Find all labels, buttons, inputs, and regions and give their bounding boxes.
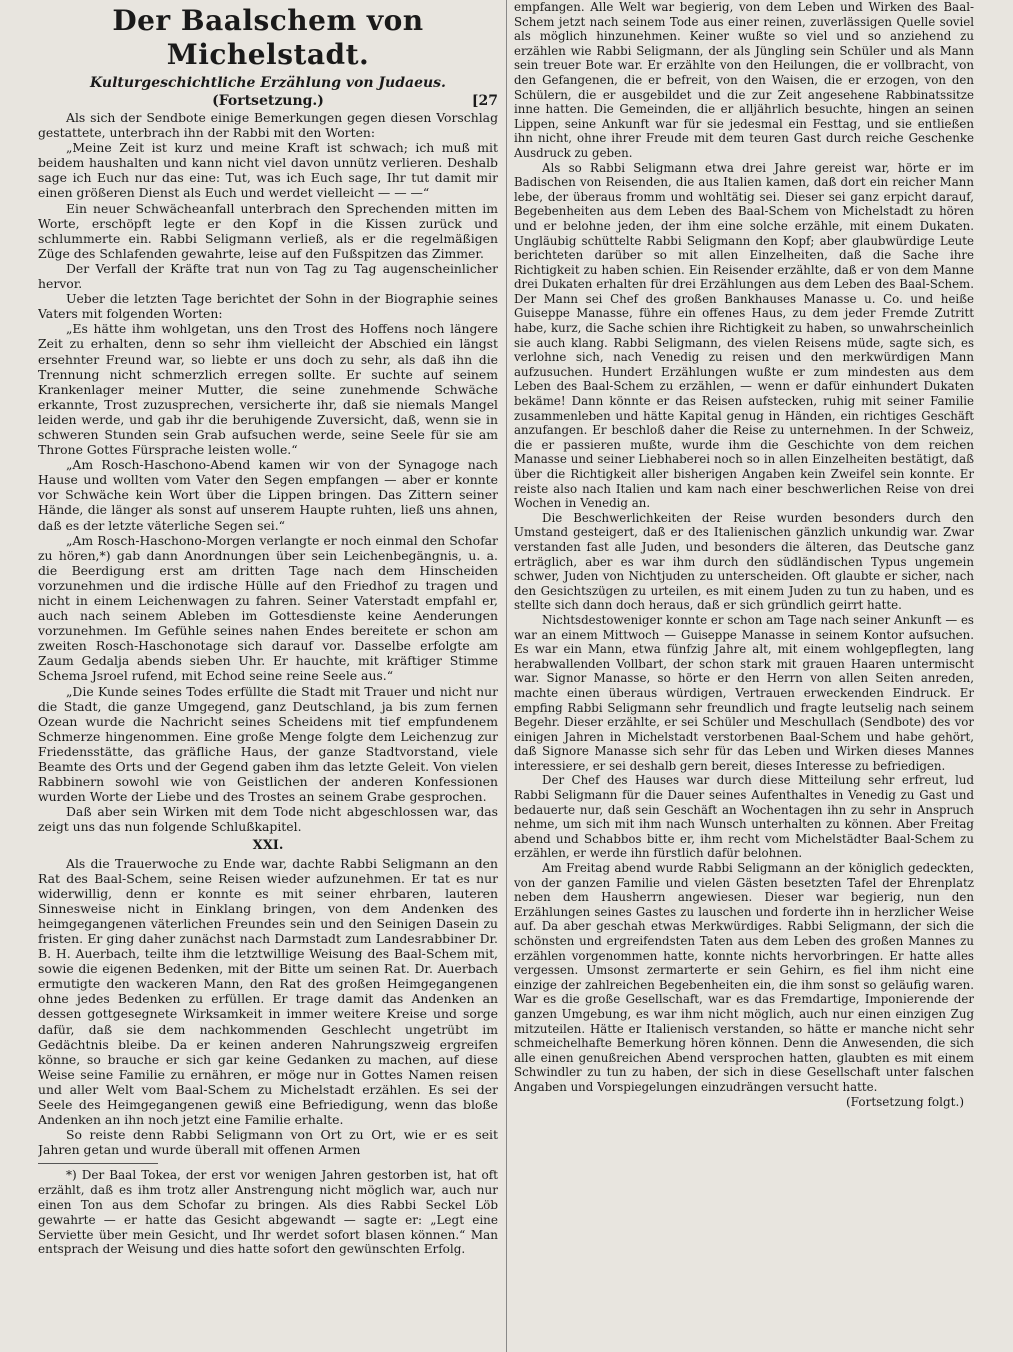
paragraph: „Die Kunde seines Todes erfüllte die Stadt mit Trauer und nicht nur die Stadt, die ganze Umgegend, ganz Deutschland, ja bis zum fernen Ozean wurde die Nachricht seines Scheidens mit tief empfundenem Schmerze hingenommen. Eine große Menge folgte dem Leichenzug zur Friedensstätte, das gräfliche Haus, der ganze Stadtvorstand, viele Beamte des Orts und der Gegend gaben ihm das letzte Geleit. Von vielen Rabbinern sowohl wie von Geistlichen der anderen Konfessionen wurden Worte der Liebe und des Trostes an seinem Grabe gesprochen. [38,683,498,805]
footnote: *) Der Baal Tokea, der erst vor wenigen Jahren gestorben ist, hat oft erzählt, daß es ihm trotz aller Anstrengung nicht möglich war, auch nur einen Ton aus dem Schofar zu bringen. Als dies Rabbi Seckel Löb gewahrte — er hatte das Gesicht abgewandt — sagte er: „Legt eine Serviette über mein Gesicht, und Ihr werdet sofort blasen können.“ Man entsprach der Weisung und dies hatte sofort den gewünschten Erfolg. [38,1168,498,1257]
to-be-continued: (Fortsetzung folgt.) [846,1094,964,1109]
article-subtitle: Kulturgeschichtliche Erzählung von Judaeus. [90,75,446,91]
paragraph: So reiste denn Rabbi Seligmann von Ort zu Ort, wie er es seit Jahren getan und wurde überall mit offenen Armen [38,1127,498,1158]
paragraph: „Meine Zeit ist kurz und meine Kraft ist schwach; ich muß mit beidem haushalten und kann nicht viel davon unnütz verlieren. Deshalb sage ich Euch nur das eine: Tut, was ich Euch sage, Ihr tut damit mir einen größeren Dienst als Euch und werdet vielleicht — — —“ [38,140,498,201]
footnote-divider [38,1163,158,1164]
continuation-line [38,92,498,110]
paragraph: Daß aber sein Wirken mit dem Tode nicht abgeschlossen war, das zeigt uns das nun folgende Schlußkapitel. [38,804,498,835]
column-divider [506,0,507,1352]
paragraph: „Am Rosch-Haschono-Morgen verlangte er noch einmal den Schofar zu hören,*) gab dann Anordnungen über sein Leichenbegängnis, u. a. die Beerdigung erst am dritten Tage nach dem Hinscheiden vorzunehmen und die irdische Hülle auf den Friedhof zu tragen und nicht in einem Leichenwagen zu fahren. Seiner Vaterstadt empfahl er, auch nach seinem Ableben im Gottesdienste keine Aenderungen vorzunehmen. Im Gefühle seines nahen Endes bereitete er schon am zweiten Rosch-Haschonotage sich darauf vor. Dasselbe erfolgte am Zaum Gedalja abends sieben Uhr. Er hauchte, mit kräftiger Stimme Schema Jsroel rufend, mit Echod seine reine Seele aus.“ [38,532,498,684]
paragraph: Am Freitag abend wurde Rabbi Seligmann an der königlich gedeckten, von der ganzen Familie und vielen Gästen besetzten Tafel der Ehrenplatz neben dem Hausherrn angewiesen. Dieser war begierig, nun den Erzählungen seines Gastes zu lauschen und forderte ihn in herzlicher Weise auf. Da aber geschah etwas Merkwürdiges. Rabbi Seligmann, der sich die schönsten und ergreifendsten Taten aus dem Leben des großen Mannes zu erzählen vorgenommen hatte, konnte nichts hervorbringen. Er hatte alles vergessen. Umsonst zermarterte er sein Gehirn, es fiel ihm nicht eine einzige der zahlreichen Begebenheiten ein, die ihm sonst so geläufig waren. War es die große Gesellschaft, war es das Fremdartige, Imponierende der ganzen Umgebung, es war ihm nicht möglich, auch nur einen einzigen Zug mitzuteilen. Hätte er Italienisch verstanden, so hätte er manche nicht sehr schmeichelhafte Bemerkung hören können. Denn die Anwesenden, die sich alle einen genußreichen Abend versprochen hatten, glaubten es mit einem Schwindler zu tun zu haben, der sich in diese Gesellschaft unter falschen Angaben und Vorspiegelungen einzudrängen versucht hatte. [514,861,974,1094]
paragraph: Der Verfall der Kräfte trat nun von Tag zu Tag augenscheinlicher hervor. [38,260,498,292]
left-column [38,0,498,1352]
chapter-heading: XXI. [252,837,284,853]
right-column [514,0,974,1352]
paragraph: Der Chef des Hauses war durch diese Mitteilung sehr erfreut, lud Rabbi Seligmann für die Dauer seines Aufenthaltes in Venedig zu Gast und bedauerte nur, daß sein Geschäft an Wochentagen ihn zu sehr in Anspruch nehme, um sich mit ihm nach Wunsch unterhalten zu können. Aber Freitag abend und Schabbos bitte er, ihm recht vom Michelstädter Baal-Schem zu erzählen, er werde ihn fürstlich dafür belohnen. [514,773,974,861]
page-number: [27 [471,93,498,109]
continuation-label: (Fortsetzung.) [212,93,324,109]
paragraph: „Am Rosch-Haschono-Abend kamen wir von der Synagoge nach Hause und wollten vom Vater den Segen empfangen — aber er konnte vor Schwäche kein Wort über die Lippen bringen. Das Zittern seiner Hände, die länger als sonst auf unserem Haupte ruhten, ließ uns ahnen, daß es der letzte väterliche Segen sei.“ [38,457,498,533]
paragraph: Ein neuer Schwächeanfall unterbrach den Sprechenden mitten im Worte, erschöpft legte er den Kopf in die Kissen zurück und schlummerte ein. Rabbi Seligmann verließ, als er die regelmäßigen Züge des Schlafenden gewahrte, leise auf den Fußspitzen das Zimmer. [38,200,498,261]
paragraph: Nichtsdestoweniger konnte er schon am Tage nach seiner Ankunft — es war an einem Mittwoch — Guiseppe Manasse in seinem Kontor aufsuchen. Es war ein Mann, etwa fünfzig Jahre alt, mit einem wohlgepflegten, lang herabwallenden Vollbart, der schon stark mit grauen Haaren untermischt war. Signor Manasse, so hörte er den Herrn von allen Seiten anreden, machte einen überaus würdigen, Vertrauen erweckenden Eindruck. Er empfing Rabbi Seligmann sehr freundlich und fragte leutselig nach seinem Begehr. Dieser erzählte, er sei Schüler und Meschullach (Sendbote) des vor einigen Jahren in Michelstadt verstorbenen Baal-Schem und habe gehört, daß Signore Manasse sich sehr für das Leben und Wirken dieses Mannes interessiere, er sei deshalb gern bereit, dieses Interesse zu befriedigen. [514,612,974,773]
paragraph: empfangen. Alle Welt war begierig, von dem Leben und Wirken des Baal-Schem jetzt nach seinem Tode aus einer reinen, zuverlässigen Quelle soviel als möglich hinzunehmen. Keiner wußte so viel und so anziehend zu erzählen wie Rabbi Seligmann, der als Jüngling sein Schüler und als Mann sein treuer Bote war. Er erzählte von den Heilungen, die er vollbracht, von den Gefangenen, die er befreit, von den Waisen, die er erzogen, von den Schülern, die er ausgebildet und die zur Zeit angesehene Rabbinatssitze inne hatten. Die Gemeinden, die er alljährlich besuchte, hingen an seinen Lippen, seine Ankunft war für sie jedesmal ein Festtag, und sie entließen ihn nicht, ohne ihrer Freude mit dem teuren Gast durch reiche Geschenke Ausdruck zu geben. [514,0,974,160]
paragraph: Die Beschwerlichkeiten der Reise wurden besonders durch den Umstand gesteigert, daß er des Italienischen gänzlich unkundig war. Zwar verstanden fast alle Juden, und besonders die älteren, das Deutsche ganz erträglich, aber es war ihm durch den südländischen Typus ungemein schwer, Juden von Nichtjuden zu unterscheiden. Oft glaubte er sicher, nach den Gesichtszügen zu urteilen, es mit einem Juden zu tun zu haben, und es stellte sich dann doch heraus, daß er sich gründlich geirrt hatte. [514,510,974,613]
paragraph: „Es hätte ihm wohlgetan, uns den Trost des Hoffens noch längere Zeit zu erhalten, denn so sehr ihm vielleicht der Abschied ein längst ersehnter Freund war, so liebte er uns doch zu sehr, als daß ihn die Trennung nicht schmerzlich erregen sollte. Er suchte auf seinem Krankenlager meiner Mutter, die seine zunehmende Schwäche erkannte, Trost zuzusprechen, versicherte ihr, daß sie niemals Mangel leiden werde, und gab ihr die beruhigende Zuversicht, daß, wenn sie in schweren Stunden sein Grab aufsuchen werde, seine Seele für sie am Throne Gottes Fürsprache leisten wolle.“ [38,321,498,458]
paragraph: Als sich der Sendbote einige Bemerkungen gegen diesen Vorschlag gestattete, unterbrach ihn der Rabbi mit den Worten: [38,110,498,141]
paragraph: Als die Trauerwoche zu Ende war, dachte Rabbi Seligmann an den Rat des Baal-Schem, seine Reisen wieder aufzunehmen. Er tat es nur widerwillig, denn er konnte es mit seiner ehrbaren, lauteren Sinnesweise nicht in Einklang bringen, von dem Andenken des heimgegangenen väterlichen Freundes sein und den Seinigen Dasein zu fristen. Er ging daher zunächst nach Darmstadt zum Landesrabbiner Dr. B. H. Auerbach, teilte ihm die letztwillige Weisung des Baal-Schem mit, sowie die eigenen Bedenken, mit der Bitte um seinen Rat. Dr. Auerbach ermutigte den wackeren Mann, den Rat des großen Heimgegangenen ohne jedes Bedenken zu erfüllen. Er trage damit das Andenken an dessen gottgesegnete Wirksamkeit in immer weitere Kreise und sorge dafür, daß sie dem nachkommenden Geschlecht ungetrübt im Gedächtnis bleibe. Da er keinen anderen Nahrungszweig ergreifen könne, so brauche er sich gar keine Gedanken zu machen, auf diese Weise seine Familie zu ernähren, er möge nur in Gottes Namen reisen und aller Welt vom Baal-Schem zu Michelstadt erzählen. Es sei der Seele des Heimgegangenen gewiß eine Befriedigung, wenn das bloße Andenken an ihn noch jetzt eine Familie erhalte. [38,855,498,1128]
article-title: Der Baalschem von Michelstadt. [112,4,424,71]
paragraph: Ueber die letzten Tage berichtet der Sohn in der Biographie seines Vaters mit folgenden Worten: [38,291,498,322]
paragraph: Als so Rabbi Seligmann etwa drei Jahre gereist war, hörte er im Badischen von Reisenden, die aus Italien kamen, daß dort ein reicher Mann lebe, der überaus fromm und wohltätig sei. Dieser sei ganz erpicht darauf, Begebenheiten aus dem Leben des Baal-Schem von Michelstadt zu hören und er belohne jeden, der ihm eine solche erzähle, mit einem Dukaten. Ungläubig schüttelte Rabbi Seligmann den Kopf; aber glaubwürdige Leute berichteten darüber so mit allen Einzelheiten, daß die Sache ihre Richtigkeit zu haben schien. Ein Reisender erzählte, daß er von dem Manne drei Dukaten erhalten für drei Erzählungen aus dem Leben des Baal-Schem. Der Mann sei Chef des großen Bankhauses Manasse u. Co. und heiße Guiseppe Manasse, führe ein offenes Haus, zu dem jeder Fremde Zutritt habe, kurz, die Sache schien ihre Richtigkeit zu haben, so unwahrscheinlich sie auch klang. Rabbi Seligmann, des vielen Reisens müde, sagte sich, es verlohne sich, nach Venedig zu reisen und den merkwürdigen Mann aufzusuchen. Hundert Erzählungen wußte er zum mindesten aus dem Leben des Baal-Schem zu erzählen, — wenn er dafür einhundert Dukaten bekäme! Dann könnte er das Reisen aufstecken, ruhig mit seiner Familie zusammenleben und hätte Kapital genug in Händen, ein richtiges Geschäft anzufangen. Er beschloß daher die Reise zu unternehmen. In der Schweiz, die er passieren mußte, wurde ihm die Geschichte von dem reichen Manasse und seiner Liebhaberei noch so in allen Einzelheiten bestätigt, daß über die Richtigkeit aller bisherigen Angaben kein Zweifel sein konnte. Er reiste also nach Italien und kam nach einer beschwerlichen Reise von drei Wochen in Venedig an. [514,160,974,511]
